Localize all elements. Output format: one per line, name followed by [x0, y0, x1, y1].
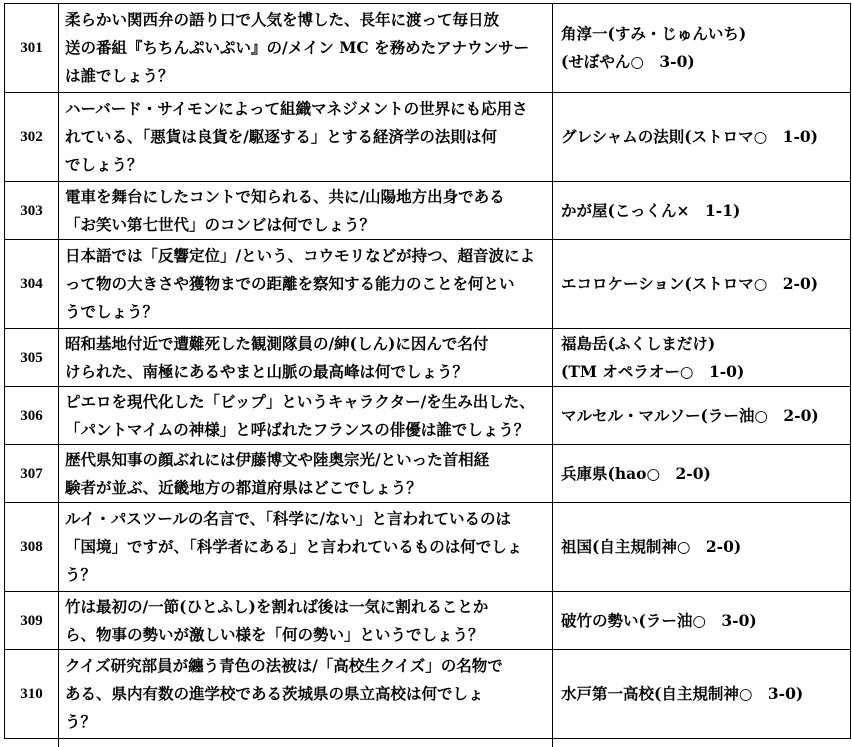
question-text — [59, 182, 553, 240]
question-row — [5, 592, 851, 650]
answer-line: かが屋(こっくん× 1-1) — [561, 200, 741, 220]
question-text — [59, 445, 553, 503]
question-number: 301 — [5, 4, 59, 93]
question-number: 302 — [5, 93, 59, 182]
question-number: 303 — [5, 182, 59, 240]
answer-text — [553, 503, 851, 592]
question-line: れている、「悪貨は良貨を/駆逐する」とする経済学の法則は何 — [65, 127, 497, 146]
question-number: 309 — [5, 592, 59, 650]
question-row — [5, 93, 851, 182]
answer-text — [553, 182, 851, 240]
answer-line: 祖国(自主規制神○ 2-0) — [561, 537, 742, 556]
question-line: ある、県内有数の進学校である茨城県の県立高校は何でしょ — [65, 684, 484, 703]
question-number: 306 — [5, 387, 59, 445]
question-line: う？ — [65, 565, 97, 584]
answer-text — [553, 650, 851, 739]
question-line: 「パントマイムの神様」と呼ばれたフランスの俳優は誰でしょう？ — [65, 419, 530, 439]
answer-line: グレシャムの法則(ストロマ○ 1-0) — [561, 127, 818, 146]
question-line: 歴代県知事の顔ぶれには伊藤博文や陸奥宗光/といった首相経 — [65, 449, 490, 469]
question-text — [59, 93, 553, 182]
answer-line: (せぼやん○ 3-0) — [561, 52, 695, 71]
table-continuation-line — [58, 739, 59, 747]
question-line: 「お笑い第七世代」のコンビは何でしょう？ — [65, 214, 376, 234]
question-row — [5, 182, 851, 240]
question-line: 験者が並ぶ、近畿地方の都道府県はどこでしょう？ — [65, 477, 422, 497]
question-number: 310 — [5, 650, 59, 739]
question-line: 日本語では「反響定位」/という、コウモリなどが持つ、超音波によ — [65, 246, 536, 265]
question-text — [59, 650, 553, 739]
question-line: 「国境」ですが、「科学者にある」と言われているものは何でしょ — [65, 537, 523, 556]
question-number: 308 — [5, 503, 59, 592]
question-line: クイズ研究部員が纏う青色の法被は/「高校生クイズ」の名物で — [65, 656, 503, 675]
answer-line: 兵庫県(hao○ 2-0) — [561, 463, 711, 483]
answer-text — [553, 592, 851, 650]
answer-text — [553, 93, 851, 182]
question-row — [5, 650, 851, 739]
question-text — [59, 240, 553, 329]
question-line: う？ — [65, 712, 97, 731]
question-text — [59, 387, 553, 445]
question-line: 昭和基地付近で遭難死した観測隊員の/紳(しん)に因んで名付 — [65, 333, 489, 353]
question-row — [5, 503, 851, 592]
question-line: ピエロを現代化した「ビップ」というキャラクター/を生み出した、 — [65, 391, 535, 411]
question-number: 304 — [5, 240, 59, 329]
question-line: 柔らかい関西弁の語り口で人気を博した、長年に渡って毎日放 — [65, 10, 500, 29]
question-line: けられた、南極にあるやまと山脈の最高峰は何でしょう？ — [65, 361, 469, 381]
question-line: 電車を舞台にしたコントで知られる、共に/山陽地方出身である — [65, 186, 505, 206]
answer-line: エコロケーション(ストロマ○ 2-0) — [561, 274, 819, 293]
answer-line: 福島岳(ふくしまだけ) — [561, 333, 716, 353]
answer-line: 破竹の勢い(ラー油○ 3-0) — [561, 610, 757, 630]
question-row — [5, 329, 851, 387]
question-line: ら、物事の勢いが激しい様を「何の勢い」というでしょう？ — [65, 624, 484, 644]
answer-text — [553, 329, 851, 387]
question-line: ハーバード・サイモンによって組織マネジメントの世界にも応用さ — [65, 99, 528, 118]
answer-line: (TM オペラオー○ 1-0) — [561, 361, 745, 381]
answer-text — [553, 387, 851, 445]
question-line: うでしょう？ — [65, 302, 159, 321]
question-number: 305 — [5, 329, 59, 387]
question-row — [5, 387, 851, 445]
answer-line: 角淳一(すみ・じゅんいち) — [561, 24, 747, 43]
question-number: 307 — [5, 445, 59, 503]
question-line: 送の番組『ちちんぷいぷい』の/メイン MC を務めたアナウンサー — [65, 38, 530, 57]
question-row — [5, 445, 851, 503]
question-line: ルイ・パスツールの名言で、「科学に/ない」と言われているのは — [65, 509, 512, 528]
answer-text — [553, 240, 851, 329]
table-continuation-line — [552, 739, 553, 747]
quiz-table — [4, 3, 851, 739]
answer-line: 水戸第一高校(自主規制神○ 3-0) — [561, 684, 804, 703]
question-row — [5, 240, 851, 329]
question-text — [59, 503, 553, 592]
question-text — [59, 592, 553, 650]
question-line: って物の大きさや獲物までの距離を察知する能力のことを何とい — [65, 274, 515, 293]
question-line: でしょう？ — [65, 155, 143, 174]
answer-text — [553, 445, 851, 503]
answer-text — [553, 4, 851, 93]
question-text — [59, 4, 553, 93]
question-row — [5, 4, 851, 93]
question-line: は誰でしょう？ — [65, 66, 174, 85]
question-line: 竹は最初の/一節(ひとふし)を割れば後は一気に割れることか — [65, 596, 489, 616]
quiz-body — [5, 4, 851, 739]
answer-line: マルセル・マルソー(ラー油○ 2-0) — [561, 405, 819, 425]
question-text — [59, 329, 553, 387]
